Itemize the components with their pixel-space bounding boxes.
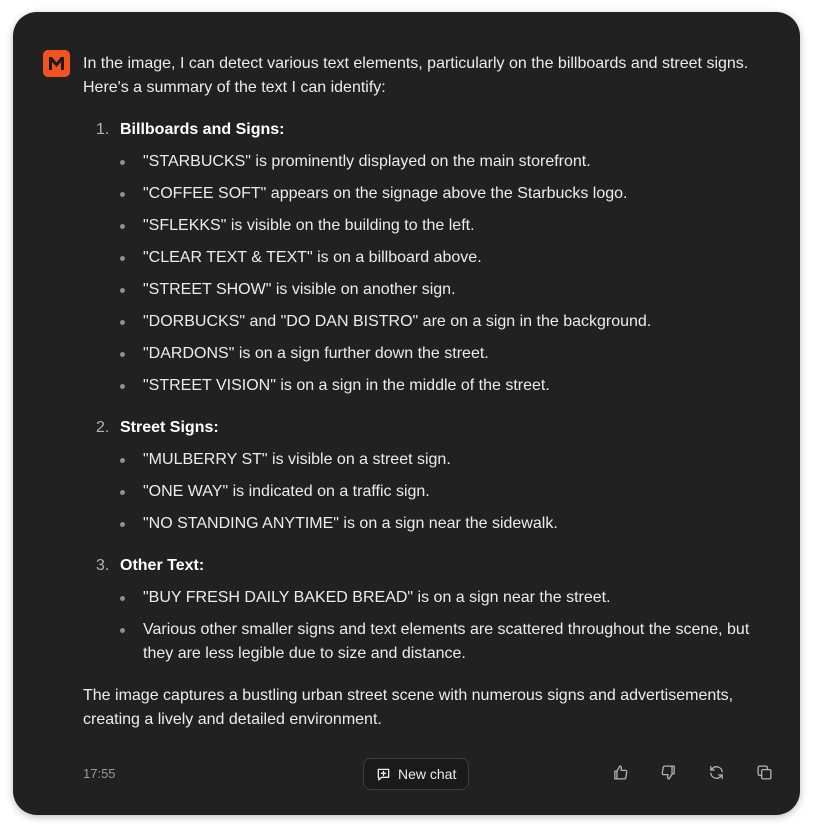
list-item: "STARBUCKS" is prominently displayed on the main storefront. bbox=[83, 150, 763, 174]
copy-icon[interactable] bbox=[754, 762, 774, 782]
list-item: "SFLEKKS" is visible on the building to the left. bbox=[83, 214, 763, 238]
list-item: "BUY FRESH DAILY BAKED BREAD" is on a sign near the street. bbox=[83, 586, 763, 610]
section-number: 3. bbox=[96, 557, 110, 574]
section-title: Other Text: bbox=[120, 557, 205, 574]
thumbs-down-icon[interactable] bbox=[658, 762, 678, 782]
list-item: "MULBERRY ST" is visible on a street sign. bbox=[83, 448, 763, 472]
sections-list bbox=[83, 118, 763, 666]
bullet-list bbox=[83, 150, 763, 398]
regenerate-icon[interactable] bbox=[706, 762, 726, 782]
section-title: Street Signs: bbox=[120, 419, 219, 436]
list-item: Various other smaller signs and text elements are scattered throughout the scene, but they are less legible due to size and distance. bbox=[83, 618, 763, 666]
message-actions bbox=[610, 762, 774, 782]
list-item: "DORBUCKS" and "DO DAN BISTRO" are on a sign in the background. bbox=[83, 310, 763, 334]
section-heading bbox=[83, 118, 763, 142]
outro-paragraph: The image captures a bustling urban street scene with numerous signs and advertisements, creating a lively and detailed environment. bbox=[83, 687, 734, 728]
section-number: 1. bbox=[96, 121, 110, 138]
intro-paragraph: In the image, I can detect various text elements, particularly on the billboards and street signs. Here's a summary of the text I can identify: bbox=[83, 55, 749, 96]
section-title: Billboards and Signs: bbox=[120, 121, 285, 138]
thumbs-up-icon[interactable] bbox=[610, 762, 630, 782]
bullet-list bbox=[83, 586, 763, 666]
list-item: "COFFEE SOFT" appears on the signage above the Starbucks logo. bbox=[83, 182, 763, 206]
list-item: "STREET SHOW" is visible on another sign. bbox=[83, 278, 763, 302]
message-footer bbox=[13, 758, 800, 792]
bullet-list bbox=[83, 448, 763, 536]
list-item: "STREET VISION" is on a sign in the middle of the street. bbox=[83, 374, 763, 398]
list-item: "CLEAR TEXT & TEXT" is on a billboard above. bbox=[83, 246, 763, 270]
section-1 bbox=[83, 118, 763, 398]
section-heading bbox=[83, 416, 763, 440]
timestamp: 17:55 bbox=[83, 766, 116, 781]
list-item: "NO STANDING ANYTIME" is on a sign near the sidewalk. bbox=[83, 512, 763, 536]
section-number: 2. bbox=[96, 419, 110, 436]
section-3 bbox=[83, 554, 763, 666]
list-item: "DARDONS" is on a sign further down the street. bbox=[83, 342, 763, 366]
new-chat-label: New chat bbox=[398, 766, 457, 782]
section-heading bbox=[83, 554, 763, 578]
new-chat-icon bbox=[376, 767, 391, 782]
new-chat-button[interactable] bbox=[363, 758, 469, 790]
chat-message-card bbox=[13, 12, 800, 815]
message-body bbox=[83, 52, 763, 732]
list-item: "ONE WAY" is indicated on a traffic sign. bbox=[83, 480, 763, 504]
assistant-logo-icon bbox=[43, 50, 70, 77]
section-2 bbox=[83, 416, 763, 536]
